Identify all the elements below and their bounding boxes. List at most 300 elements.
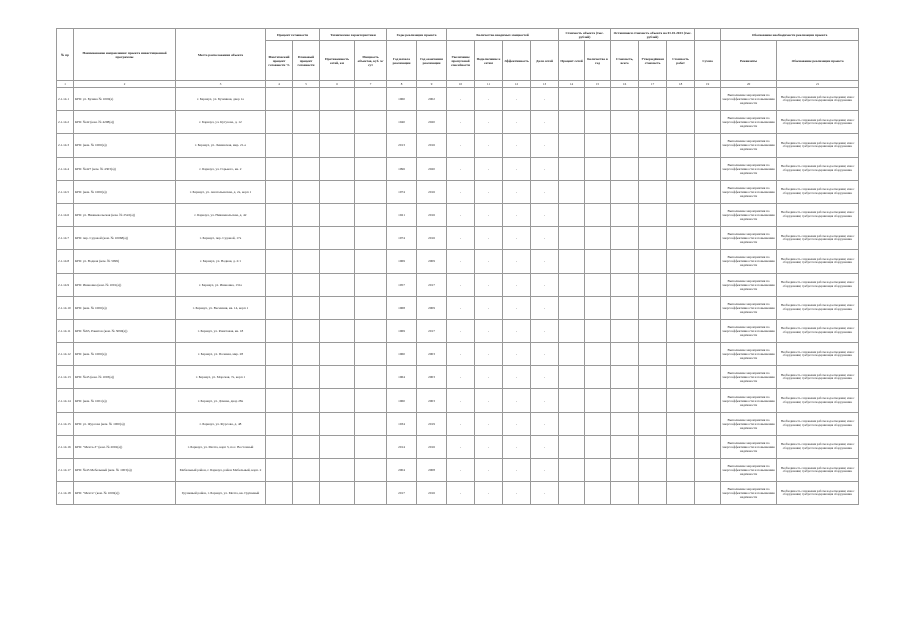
- cell-col11: -: [475, 319, 503, 342]
- measure-details: Выполнение мероприятия по энергоэффективности и повышению надёжности: [721, 412, 777, 435]
- cell-col12: -: [503, 459, 531, 482]
- cell-col18: [667, 250, 695, 273]
- measure-details: Выполнение мероприятия по энергоэффективности и повышению надёжности: [721, 227, 777, 250]
- cell-col6: [320, 389, 355, 412]
- cell-col11: -: [475, 389, 503, 412]
- table-row: [57, 389, 859, 412]
- justification: Необходимость сохранения работы водоотведения; износ оборудования; требуется модернизация оборудования.: [777, 482, 859, 505]
- location: г. Барнаул, ул. Мечта, корп 3, пос. Восточный: [176, 435, 266, 458]
- header-col4: Фактический процент готовности %: [266, 41, 293, 81]
- cell-col17: [639, 343, 667, 366]
- cell-col12: -: [503, 435, 531, 458]
- cell-col5: [293, 366, 320, 389]
- cell-col19: [695, 88, 721, 111]
- cell-col7: [355, 250, 387, 273]
- cell-col18: [667, 111, 695, 134]
- start-year: 1969: [387, 250, 417, 273]
- cell-col18: [667, 296, 695, 319]
- column-number: 8: [387, 81, 417, 88]
- cell-col14: [559, 273, 585, 296]
- cell-col10: -: [447, 296, 475, 319]
- cell-col16: [611, 319, 639, 342]
- cell-col11: -: [475, 134, 503, 157]
- cell-col6: [320, 111, 355, 134]
- start-year: 1974: [387, 227, 417, 250]
- cell-col6: [320, 134, 355, 157]
- cell-col15: [585, 180, 611, 203]
- cell-col5: [293, 227, 320, 250]
- cell-col12: -: [503, 111, 531, 134]
- cell-col18: [667, 482, 695, 505]
- cell-col6: [320, 459, 355, 482]
- row-number: 2.1.14.3: [57, 134, 74, 157]
- cell-col14: [559, 366, 585, 389]
- end-year: 2003: [417, 389, 447, 412]
- cell-col10: -: [447, 180, 475, 203]
- table-row: [57, 180, 859, 203]
- end-year: 2020: [417, 157, 447, 180]
- cell-col18: [667, 319, 695, 342]
- measure-details: Выполнение мероприятия по энергоэффективности и повышению надёжности: [721, 250, 777, 273]
- project-name: КНС №43 Мебельный (ком. № 1003(а)): [74, 459, 176, 482]
- cell-col15: [585, 319, 611, 342]
- cell-col14: [559, 482, 585, 505]
- justification: Необходимость сохранения работы водоотведения; износ оборудования; требуется модернизация оборудования.: [777, 134, 859, 157]
- cell-col7: [355, 203, 387, 226]
- cell-col19: [695, 273, 721, 296]
- cell-col4: [266, 319, 293, 342]
- project-name: КНС "Мечта-3" (ком. № 2002(а)): [74, 435, 176, 458]
- header-col7: Мощность объектов, куб. м/сут: [355, 41, 387, 81]
- cell-col6: [320, 343, 355, 366]
- cell-col7: [355, 412, 387, 435]
- end-year: 2003: [417, 366, 447, 389]
- column-number: 6: [320, 81, 355, 88]
- cell-col7: [355, 134, 387, 157]
- location: г. Барнаул, ул. Весенняя, кв. 14, корп 1: [176, 296, 266, 319]
- cell-col12: -: [503, 134, 531, 157]
- header-col10: Увеличение пропускной способности: [447, 41, 475, 81]
- cell-col11: -: [475, 157, 503, 180]
- cell-col5: [293, 319, 320, 342]
- cell-col5: [293, 482, 320, 505]
- location: г. Барнаул, ул. Полевая, мкр. 28: [176, 343, 266, 366]
- justification: Необходимость сохранения работы водоотведения; износ оборудования; требуется модернизация оборудования.: [777, 88, 859, 111]
- row-number: 2.1.14.16: [57, 435, 74, 458]
- cell-col6: [320, 319, 355, 342]
- cell-col10: -: [447, 203, 475, 226]
- end-year: 2002: [417, 88, 447, 111]
- header-group-years: Годы реализации проекта: [387, 29, 447, 41]
- start-year: 1969: [387, 319, 417, 342]
- table-row: [57, 157, 859, 180]
- cell-col17: [639, 459, 667, 482]
- project-name: КНС ул. Водная (ком. № 5999): [74, 250, 176, 273]
- column-number: 12: [503, 81, 531, 88]
- cell-col7: [355, 435, 387, 458]
- cell-col17: [639, 250, 667, 273]
- cell-col19: [695, 227, 721, 250]
- table-row: [57, 273, 859, 296]
- column-number: 21: [777, 81, 859, 88]
- cell-col6: [320, 366, 355, 389]
- cell-col16: [611, 366, 639, 389]
- measure-details: Выполнение мероприятия по энергоэффективности и повышению надёжности: [721, 203, 777, 226]
- cell-col16: [611, 111, 639, 134]
- cell-col16: [611, 435, 639, 458]
- measure-details: Выполнение мероприятия по энергоэффективности и повышению надёжности: [721, 366, 777, 389]
- cell-col10: -: [447, 319, 475, 342]
- cell-col13: -: [531, 180, 559, 203]
- project-name: КНС ул. Фурсова (ком. № 1000(а)): [74, 412, 176, 435]
- cell-col7: [355, 366, 387, 389]
- cell-col10: -: [447, 157, 475, 180]
- cell-col13: -: [531, 412, 559, 435]
- table-row: [57, 366, 859, 389]
- cell-col15: [585, 366, 611, 389]
- cell-col6: [320, 435, 355, 458]
- cell-col18: [667, 366, 695, 389]
- table-row: [57, 319, 859, 342]
- cell-col10: -: [447, 227, 475, 250]
- cell-col14: [559, 435, 585, 458]
- cell-col7: [355, 482, 387, 505]
- cell-col10: -: [447, 482, 475, 505]
- cell-col13: -: [531, 134, 559, 157]
- table-row: [57, 459, 859, 482]
- header-col6: Протяженность сетей, км: [320, 41, 355, 81]
- column-number: 5: [293, 81, 320, 88]
- cell-col4: [266, 180, 293, 203]
- column-number: 11: [475, 81, 503, 88]
- justification: Необходимость сохранения работы водоотведения; износ оборудования; требуется модернизация оборудования.: [777, 273, 859, 296]
- cell-col7: [355, 157, 387, 180]
- cell-col14: [559, 134, 585, 157]
- cell-col4: [266, 227, 293, 250]
- cell-col5: [293, 180, 320, 203]
- justification: Необходимость сохранения работы водоотведения; износ оборудования; требуется модернизация оборудования.: [777, 366, 859, 389]
- project-name: КНС "Мечта" (ком. № 1000(а)): [74, 482, 176, 505]
- column-number: 18: [667, 81, 695, 88]
- cell-col12: -: [503, 180, 531, 203]
- column-number: 10: [447, 81, 475, 88]
- end-year: 2017: [417, 319, 447, 342]
- cell-col16: [611, 412, 639, 435]
- location: г. Барнаул, ул. Бузинная, двор 1а: [176, 88, 266, 111]
- header-group-stage: Процент готовности: [266, 29, 320, 41]
- header-group-cost: Стоимость объекта (тыс. рублей): [559, 29, 611, 41]
- project-name: КНС (ком. № 1000(а)): [74, 343, 176, 366]
- row-number: 2.1.14.9: [57, 273, 74, 296]
- measure-details: Выполнение мероприятия по энергоэффективности и повышению надёжности: [721, 389, 777, 412]
- project-name: КНС пер. Судовой (ком. № 10068(а)): [74, 227, 176, 250]
- cell-col7: [355, 389, 387, 412]
- row-number: 2.1.14.5: [57, 180, 74, 203]
- column-number-row: [57, 81, 859, 88]
- start-year: 2004: [387, 459, 417, 482]
- cell-col16: [611, 273, 639, 296]
- start-year: 2017: [387, 482, 417, 505]
- cell-col14: [559, 157, 585, 180]
- cell-col15: [585, 296, 611, 319]
- column-number: 17: [639, 81, 667, 88]
- justification: Необходимость сохранения работы водоотведения; износ оборудования; требуется модернизация оборудования.: [777, 250, 859, 273]
- cell-col5: [293, 273, 320, 296]
- cell-col15: [585, 482, 611, 505]
- cell-col13: -: [531, 366, 559, 389]
- location: г. Барнаул, пер. Судовой, 17а: [176, 227, 266, 250]
- cell-col12: -: [503, 412, 531, 435]
- table-row: [57, 203, 859, 226]
- cell-col5: [293, 250, 320, 273]
- cell-col17: [639, 180, 667, 203]
- cell-col5: [293, 459, 320, 482]
- start-year: 1921: [387, 203, 417, 226]
- cell-col5: [293, 435, 320, 458]
- cell-col4: [266, 482, 293, 505]
- cell-col19: [695, 111, 721, 134]
- cell-col18: [667, 435, 695, 458]
- cell-col7: [355, 343, 387, 366]
- cell-col17: [639, 157, 667, 180]
- project-name: КНС №427 (ком. № 4303(а)): [74, 157, 176, 180]
- header-col9: Год окончания реализации: [417, 41, 447, 81]
- measure-details: Выполнение мероприятия по энергоэффективности и повышению надёжности: [721, 180, 777, 203]
- cell-col13: -: [531, 435, 559, 458]
- cell-col10: -: [447, 134, 475, 157]
- cell-col15: [585, 343, 611, 366]
- cell-col6: [320, 203, 355, 226]
- column-number: 14: [559, 81, 585, 88]
- justification: Необходимость сохранения работы водоотведения; износ оборудования; требуется модернизация оборудования.: [777, 227, 859, 250]
- row-number: 2.1.14.7: [57, 227, 74, 250]
- row-number: 2.1.14.2: [57, 111, 74, 134]
- cell-col15: [585, 250, 611, 273]
- header-col21: Обоснование реализации проекта: [777, 41, 859, 81]
- cell-col4: [266, 203, 293, 226]
- justification: Необходимость сохранения работы водоотведения; износ оборудования; требуется модернизация оборудования.: [777, 111, 859, 134]
- cell-col5: [293, 134, 320, 157]
- cell-col6: [320, 250, 355, 273]
- table-row: [57, 482, 859, 505]
- project-name: КНС №45 (ком. № 1003(а)): [74, 366, 176, 389]
- cell-col11: -: [475, 296, 503, 319]
- start-year: 1968: [387, 296, 417, 319]
- cell-col17: [639, 273, 667, 296]
- cell-col12: -: [503, 389, 531, 412]
- cell-col14: [559, 343, 585, 366]
- location: Мебельный район, г. Барнаул, район Мебельный, корп. 2: [176, 459, 266, 482]
- location: Грушевый район, г. Барнаул, ул. Мечта, кв. Грушевый: [176, 482, 266, 505]
- investment-program-table: [56, 28, 859, 505]
- cell-col11: -: [475, 412, 503, 435]
- cell-col10: -: [447, 111, 475, 134]
- measure-details: Выполнение мероприятия по энергоэффективности и повышению надёжности: [721, 343, 777, 366]
- cell-col19: [695, 134, 721, 157]
- cell-col17: [639, 435, 667, 458]
- cell-col14: [559, 180, 585, 203]
- justification: Необходимость сохранения работы водоотведения; износ оборудования; требуется модернизация оборудования.: [777, 180, 859, 203]
- cell-col12: -: [503, 296, 531, 319]
- header-col17: Утверждённая стоимость: [639, 41, 667, 81]
- end-year: 2009: [417, 250, 447, 273]
- cell-col14: [559, 111, 585, 134]
- column-number: 16: [611, 81, 639, 88]
- location: г. Барнаул, ул. Фурсова, д. 48: [176, 412, 266, 435]
- table-row: [57, 250, 859, 273]
- cell-col17: [639, 412, 667, 435]
- cell-col12: -: [503, 157, 531, 180]
- header-col15: Количество в год: [585, 41, 611, 81]
- header-col11: Подключение к сетям: [475, 41, 503, 81]
- cell-col19: [695, 366, 721, 389]
- cell-col14: [559, 227, 585, 250]
- cell-col19: [695, 203, 721, 226]
- cell-col16: [611, 389, 639, 412]
- cell-col13: -: [531, 319, 559, 342]
- measure-details: Выполнение мероприятия по энергоэффективности и повышению надёжности: [721, 88, 777, 111]
- cell-col18: [667, 343, 695, 366]
- row-number: 2.1.14.10: [57, 296, 74, 319]
- end-year: 2009: [417, 296, 447, 319]
- cell-col11: -: [475, 482, 503, 505]
- location: г. Барнаул, ул. Горького, кв. 2: [176, 157, 266, 180]
- cell-col18: [667, 273, 695, 296]
- cell-col6: [320, 227, 355, 250]
- header-num: № пр: [57, 29, 74, 81]
- cell-col12: -: [503, 203, 531, 226]
- cell-col14: [559, 88, 585, 111]
- cell-col15: [585, 412, 611, 435]
- measure-details: Выполнение мероприятия по энергоэффективности и повышению надёжности: [721, 296, 777, 319]
- table-row: [57, 435, 859, 458]
- cell-col10: -: [447, 250, 475, 273]
- end-year: 2003: [417, 343, 447, 366]
- cell-col4: [266, 111, 293, 134]
- project-name: КНС (ком. № 1000(а)): [74, 296, 176, 319]
- project-name: КНС ул. Нижневольская (ком. № 2522(а)): [74, 203, 176, 226]
- row-number: 2.1.14.14: [57, 389, 74, 412]
- project-name: КНС (ком. № 1001(а)): [74, 389, 176, 412]
- cell-col13: -: [531, 459, 559, 482]
- cell-col15: [585, 157, 611, 180]
- cell-col12: -: [503, 366, 531, 389]
- cell-col16: [611, 203, 639, 226]
- start-year: 1934: [387, 412, 417, 435]
- start-year: 1960: [387, 389, 417, 412]
- end-year: 2020: [417, 111, 447, 134]
- start-year: 1964: [387, 366, 417, 389]
- justification: Необходимость сохранения работы водоотведения; износ оборудования; требуется модернизация оборудования.: [777, 343, 859, 366]
- cell-col18: [667, 203, 695, 226]
- end-year: 2016: [417, 482, 447, 505]
- cell-col13: -: [531, 389, 559, 412]
- cell-col14: [559, 389, 585, 412]
- cell-col5: [293, 203, 320, 226]
- location: г. Барнаул, ул. Анатольевская, д. 2а, корп 1: [176, 180, 266, 203]
- cell-col15: [585, 273, 611, 296]
- cell-col11: -: [475, 227, 503, 250]
- cell-col12: -: [503, 319, 531, 342]
- cell-col7: [355, 459, 387, 482]
- measure-details: Выполнение мероприятия по энергоэффективности и повышению надёжности: [721, 459, 777, 482]
- cell-col12: -: [503, 227, 531, 250]
- cell-col4: [266, 273, 293, 296]
- cell-col5: [293, 389, 320, 412]
- row-number: 2.1.14.1: [57, 88, 74, 111]
- row-number: 2.1.14.17: [57, 459, 74, 482]
- cell-col13: -: [531, 88, 559, 111]
- justification: Необходимость сохранения работы водоотведения; износ оборудования; требуется модернизация оборудования.: [777, 157, 859, 180]
- measure-details: Выполнение мероприятия по энергоэффективности и повышению надёжности: [721, 435, 777, 458]
- cell-col16: [611, 88, 639, 111]
- cell-col16: [611, 482, 639, 505]
- justification: Необходимость сохранения работы водоотведения; износ оборудования; требуется модернизация оборудования.: [777, 319, 859, 342]
- cell-col5: [293, 111, 320, 134]
- table-row: [57, 111, 859, 134]
- cell-col19: [695, 459, 721, 482]
- location: г. Барнаул, ул. Водная, д. 2/1: [176, 250, 266, 273]
- measure-details: Выполнение мероприятия по энергоэффективности и повышению надёжности: [721, 111, 777, 134]
- cell-col13: -: [531, 343, 559, 366]
- cell-col17: [639, 111, 667, 134]
- project-name: КНС (ком. № 1000(а)): [74, 180, 176, 203]
- cell-col12: -: [503, 250, 531, 273]
- end-year: 2017: [417, 273, 447, 296]
- cell-col6: [320, 157, 355, 180]
- start-year: 1974: [387, 180, 417, 203]
- project-name: КНС (ком. № 1000(а)): [74, 134, 176, 157]
- table-row: [57, 88, 859, 111]
- start-year: 1940: [387, 111, 417, 134]
- header-col18: Стоимость работ: [667, 41, 695, 81]
- cell-col6: [320, 180, 355, 203]
- cell-col15: [585, 88, 611, 111]
- start-year: 2013: [387, 134, 417, 157]
- column-number: 13: [531, 81, 559, 88]
- cell-col17: [639, 482, 667, 505]
- cell-col15: [585, 203, 611, 226]
- column-number: 20: [721, 81, 777, 88]
- cell-col12: -: [503, 343, 531, 366]
- table-body: [57, 88, 859, 505]
- header-col14: Процент сетей: [559, 41, 585, 81]
- cell-col17: [639, 366, 667, 389]
- cell-col11: -: [475, 111, 503, 134]
- cell-col12: -: [503, 88, 531, 111]
- cell-col15: [585, 111, 611, 134]
- header-group-tech: Технические характеристики: [320, 29, 387, 41]
- cell-col13: -: [531, 227, 559, 250]
- row-number: 2.1.14.15: [57, 412, 74, 435]
- cell-col18: [667, 459, 695, 482]
- cell-col16: [611, 227, 639, 250]
- header-empty: [695, 29, 721, 41]
- cell-col7: [355, 111, 387, 134]
- header-group-power: Количество вводимых мощностей: [447, 29, 559, 41]
- location: г. Барнаул, ул. Нижневольская, д. 42: [176, 203, 266, 226]
- cell-col17: [639, 389, 667, 412]
- header-group-remaining: Оставшаяся стоимость объекта на 01.01.2023 (тыс. рублей): [611, 29, 695, 41]
- cell-col14: [559, 250, 585, 273]
- cell-col6: [320, 273, 355, 296]
- end-year: 2016: [417, 180, 447, 203]
- cell-col19: [695, 250, 721, 273]
- end-year: 2016: [417, 227, 447, 250]
- cell-col16: [611, 459, 639, 482]
- cell-col13: -: [531, 273, 559, 296]
- column-number: 3: [176, 81, 266, 88]
